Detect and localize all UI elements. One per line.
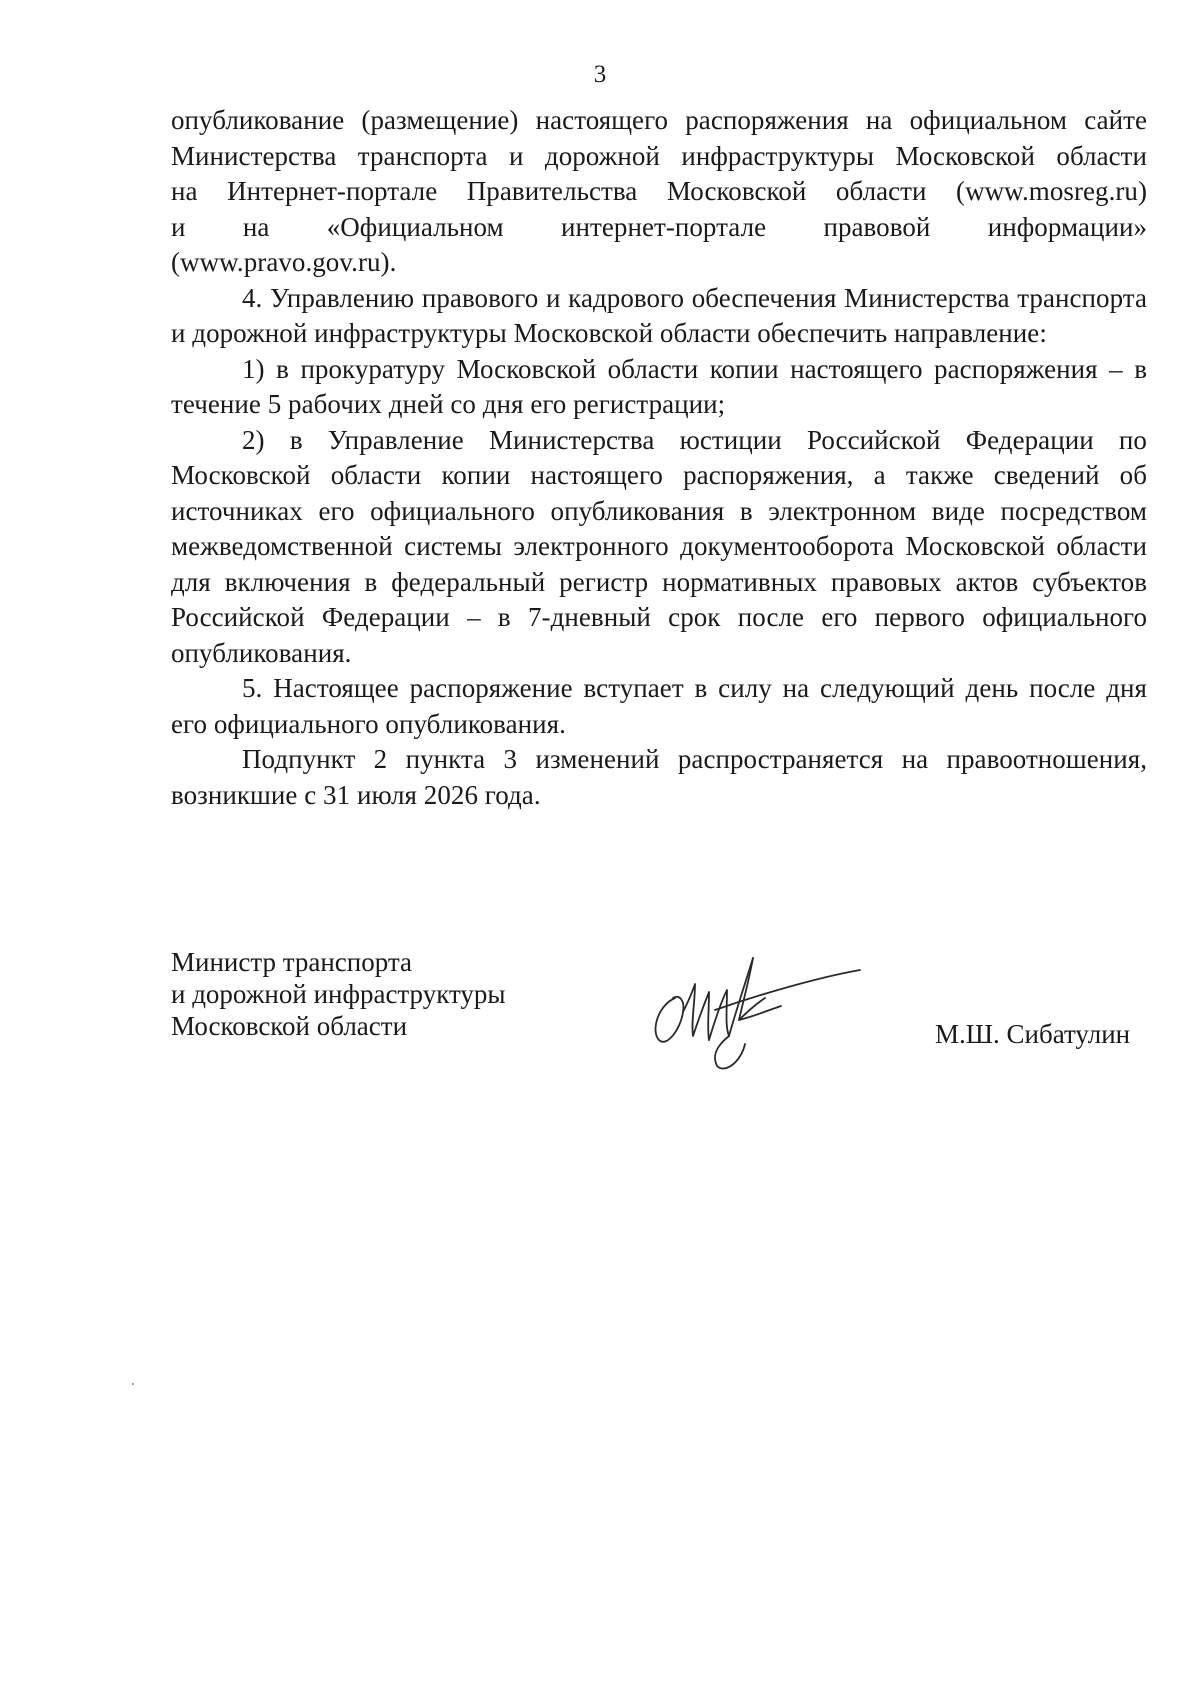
paragraph-subitem-2: 2) в Управление Министерства юстиции Российской Федерации по Московской области копии настоящего распоряжения, а также сведений об источниках его официального опубликования в электронном виде посредством межведомственной системы электронного документооборота Московской области для включения в федеральный регистр нормативных правовых актов субъектов Российской Федерации – в 7-дневный срок после его первого официального опубликования. — [171, 424, 1147, 668]
signatory-title — [171, 946, 506, 1042]
paragraph-note: Подпункт 2 пункта 3 изменений распространяется на правоотношения, возникшие с 31 июля 2026 года. — [171, 744, 1147, 810]
signer-name: М.Ш. Сибатулин — [935, 1019, 1131, 1049]
signatory-title-line: и дорожной инфраструктуры — [171, 979, 506, 1009]
page-number: 3 — [593, 61, 607, 88]
signatory-title-line: Московской области — [171, 1011, 408, 1041]
text-line: опубликование (размещение) настоящего распоряжения на официальном сайте — [171, 105, 1147, 135]
paragraph-item-5: 5. Настоящее распоряжение вступает в силу на следующий день после дня его официального опубликования. — [171, 673, 1147, 739]
text-line: и на «Официальном интернет-портале правовой информации» — [171, 211, 1147, 242]
scan-speck — [132, 1383, 134, 1385]
text-line: на Интернет-портале Правительства Московской области (www.mosreg.ru) — [171, 176, 1147, 206]
paragraph-item-4: 4. Управлению правового и кадрового обеспечения Министерства транспорта и дорожной инфраструктуры Московской области обеспечить направление: — [171, 282, 1147, 348]
text-line: (www.pravo.gov.ru). — [171, 247, 397, 277]
document-body — [171, 103, 1147, 813]
handwritten-signature — [645, 940, 865, 1080]
paragraph-subitem-1: 1) в прокуратуру Московской области копии настоящего распоряжения – в течение 5 рабочих дней со дня его регистрации; — [171, 353, 1147, 419]
signatory-title-line: Министр транспорта — [171, 947, 412, 977]
text-line: Министерства транспорта и дорожной инфраструктуры Московской области — [171, 140, 1147, 171]
paragraph-continuation — [171, 103, 1147, 281]
